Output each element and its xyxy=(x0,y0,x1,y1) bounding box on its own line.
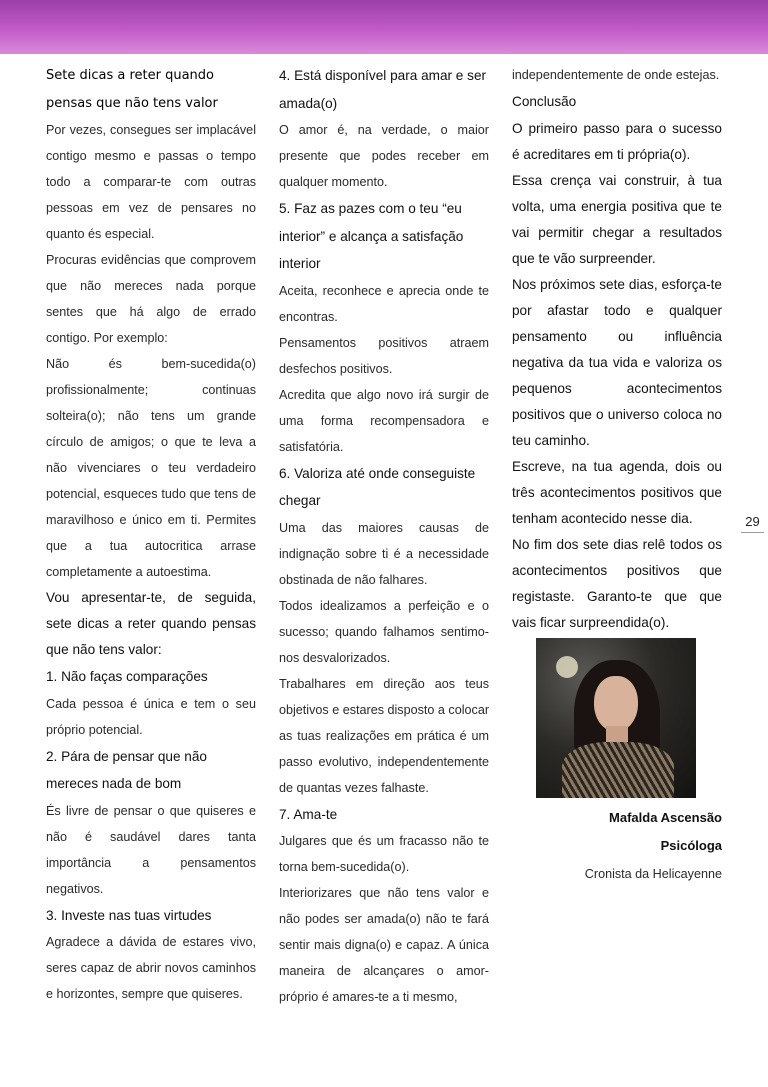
background-light xyxy=(556,656,578,678)
tip-text-5b: Pensamentos positivos atraem desfechos positivos. xyxy=(279,335,489,376)
article-title: Sete dicas a reter quando pensas que não tens valor xyxy=(46,68,218,111)
author-photo xyxy=(536,638,696,798)
tip-heading-3: 3. Investe nas tuas virtudes xyxy=(46,907,212,923)
tip-heading-6: 6. Valoriza até onde conseguiste chegar xyxy=(279,465,476,508)
continued-text: independentemente de onde estejas. xyxy=(512,68,720,82)
tip-text-5a: Aceita, reconhece e aprecia onde te encontras. xyxy=(279,283,489,324)
tip-text-6b: Todos idealizamos a perfeição e o sucesso; quando falhamos sentimo-nos desvalorizados. xyxy=(279,598,489,665)
author-affiliation: Cronista da Helicayenne xyxy=(584,866,722,881)
column-middle xyxy=(279,62,489,1010)
tip-heading-1: 1. Não faças comparações xyxy=(46,669,208,684)
conclusion-text-3: Nos próximos sete dias, esforça-te por afastar todo e qualquer pensamento ou influência negativa da tua vida e valoriza os pequenos acontecimentos positivos que o universo coloca no teu caminho. xyxy=(512,276,722,448)
photo-top xyxy=(562,742,674,798)
photo-face xyxy=(594,676,638,732)
tip-heading-2: 2. Pára de pensar que não mereces nada de bom xyxy=(46,748,207,791)
tip-text-6c: Trabalhares em direção aos teus objetivos e estares disposto a colocar as tuas realizações em prática é um passo evolutivo, independentemente de quantas vezes falhaste. xyxy=(279,676,490,795)
tip-text-5c: Acredita que algo novo irá surgir de uma forma recompensadora e satisfatória. xyxy=(279,387,489,454)
tip-heading-4: 4. Está disponível para amar e ser amada(o) xyxy=(279,68,487,111)
tip-heading-5: 5. Faz as pazes com o teu “eu interior” e alcança a satisfação interior xyxy=(279,201,464,271)
tip-text-7a: Julgares que és um fracasso não te torna bem-sucedida(o). xyxy=(279,834,489,874)
conclusion-text-4: Escreve, na tua agenda, dois ou três acontecimentos positivos que tenham acontecido nesse dia. xyxy=(512,458,722,526)
tip-text-3: Agradece a dávida de estares vivo, seres capaz de abrir novos caminhos e horizontes, sempre que quiseres. xyxy=(46,935,256,1001)
paragraph: Não és bem-sucedida(o) profissionalmente; continuas solteira(o); não tens um grande círculo de amigos; o que te leva a não vivenciares o teu verdadeiro potencial, esqueces tudo que tens de maravilhoso e único em ti. Permites que a tua autocritica arrase completamente a autoestima. xyxy=(46,357,256,579)
tip-text-1: Cada pessoa é única e tem o seu próprio potencial. xyxy=(46,696,256,737)
paragraph: Procuras evidências que comprovem que não mereces nada porque sentes que há algo de errado contigo. Por exemplo: xyxy=(46,253,256,345)
tip-text-4: O amor é, na verdade, o maior presente que podes receber em qualquer momento. xyxy=(279,123,489,189)
column-left xyxy=(46,62,256,1007)
tip-heading-7: 7. Ama-te xyxy=(279,806,338,822)
tip-text-7b: Interiorizares que não tens valor e não podes ser amada(o) não te fará sentir mais digna(o) e capaz. A única maneira de alcançares o amor-próprio é amares-te a ti mesmo, xyxy=(279,886,489,1004)
page-number: 29 xyxy=(741,514,764,533)
author-signature xyxy=(512,804,722,888)
tip-text-2: És livre de pensar o que quiseres e não é saudável dares tanta importância a pensamentos negativos. xyxy=(46,803,256,896)
intro-list-lead: Vou apresentar-te, de seguida, sete dicas a reter quando pensas que não tens valor: xyxy=(46,590,256,657)
header-band xyxy=(0,0,768,54)
paragraph: Por vezes, consegues ser implacável contigo mesmo e passas o tempo todo a comparar-te com outras pessoas em vez de pensares no quanto és especial. xyxy=(46,123,256,241)
conclusion-text-5: No fim dos sete dias relê todos os acontecimentos positivos que registaste. Garanto-te que que vais ficar surpreendida(o). xyxy=(512,536,722,630)
author-role: Psicóloga xyxy=(660,837,722,853)
conclusion-text-2: Essa crença vai construir, à tua volta, uma energia positiva que te vai permitir chegar a resultados que te vão surpreender. xyxy=(512,172,722,266)
conclusion-text-1: O primeiro passo para o sucesso é acreditares em ti própria(o). xyxy=(512,120,722,162)
author-name: Mafalda Ascensão xyxy=(609,809,722,825)
tip-text-6a: Uma das maiores causas de indignação sobre ti é a necessidade obstinada de não falhares. xyxy=(279,520,489,587)
conclusion-heading: Conclusão xyxy=(512,94,577,109)
column-right xyxy=(512,62,722,888)
